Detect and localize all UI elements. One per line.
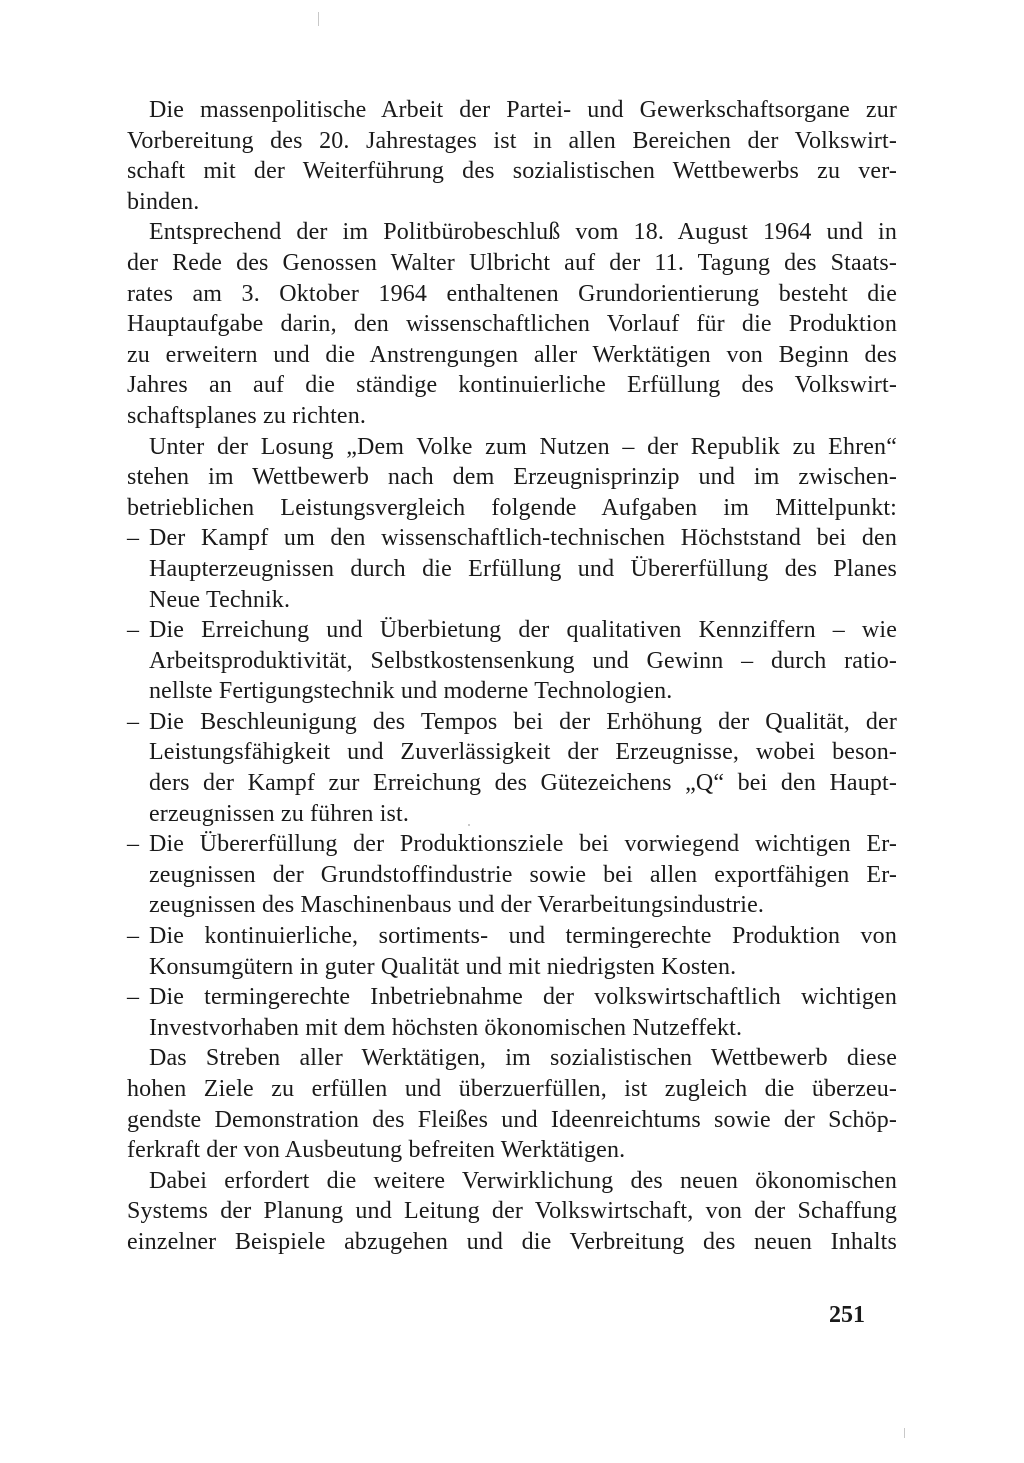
bullet-item [127, 921, 897, 982]
paragraph [127, 217, 897, 431]
paragraph [127, 95, 897, 217]
text-line: Die massenpolitische Arbeit der Partei- und Gewerkschaftsorgane zur [149, 97, 897, 123]
text-line: Unter der Losung „Dem Volke zum Nutzen – der Republik zu Ehren“ [149, 433, 897, 460]
paragraph [127, 1043, 897, 1165]
bullet-dash: – [127, 831, 140, 858]
text-line: nellste Fertigungstechnik und moderne Technologien. [149, 678, 673, 705]
text-line: Die kontinuierliche, sortiments- und termingerechte Produktion von [149, 923, 897, 950]
bullet-dash: – [127, 708, 140, 735]
bullet-item [127, 982, 897, 1043]
scan-artifact [904, 1428, 905, 1438]
text-line: stehen im Wettbewerb nach dem Erzeugnisprinzip und im zwischen- [127, 464, 897, 491]
text-line: betrieblichen Leistungsvergleich folgende Aufgaben im Mittelpunkt: [127, 494, 897, 521]
bullet-dash: – [127, 984, 140, 1011]
text-line: Dabei erfordert die weitere Verwirklichung des neuen ökonomischen [149, 1167, 897, 1194]
text-line: Die Erreichung und Überbietung der qualitativen Kennziffern – wie [149, 617, 897, 644]
text-line: zu erweitern und die Anstrengungen aller Werktätigen von Beginn des [127, 341, 897, 368]
text-line: Hauptaufgabe darin, den wissenschaftlichen Vorlauf für die Produktion [127, 311, 897, 338]
bullet-dash: – [127, 617, 140, 644]
text-line: binden. [127, 188, 200, 215]
text-line: Neue Technik. [149, 586, 291, 613]
text-line: Die Übererfüllung der Produktionsziele bei vorwiegend wichtigen Er- [149, 831, 897, 858]
bullet-dash: – [127, 923, 140, 950]
text-line: hohen Ziele zu erfüllen und überzuerfüllen, ist zugleich die überzeu- [127, 1076, 897, 1102]
bullet-item [127, 829, 897, 921]
paragraph [127, 432, 897, 524]
text-line: Die termingerechte Inbetriebnahme der volkswirtschaftlich wichtigen [149, 984, 897, 1011]
body-text [127, 95, 897, 1258]
text-line: zeugnissen des Maschinenbaus und der Verarbeitungsindustrie. [149, 892, 765, 919]
text-line: rates am 3. Oktober 1964 enthaltenen Grundorientierung besteht die [127, 280, 897, 307]
text-line: Haupterzeugnissen durch die Erfüllung und Übererfüllung des Planes [149, 555, 897, 582]
text-line: gendste Demonstration des Fleißes und Ideenreichtums sowie der Schöp- [127, 1106, 897, 1133]
text-line: Investvorhaben mit dem höchsten ökonomischen Nutzeffekt. [149, 1014, 743, 1041]
text-line: Das Streben aller Werktätigen, im sozialistischen Wettbewerb diese [149, 1045, 897, 1072]
text-line: Der Kampf um den wissenschaftlich-technischen Höchststand bei den [149, 525, 897, 552]
page-number: 251 [829, 1302, 865, 1328]
bullet-item [127, 523, 897, 615]
bullet-item [127, 615, 897, 707]
text-line: Konsumgütern in guter Qualität und mit niedrigsten Kosten. [149, 953, 737, 980]
text-line: schaftsplanes zu richten. [127, 402, 366, 429]
scan-artifact [318, 12, 319, 26]
text-line: einzelner Beispiele abzugehen und die Verbreitung des neuen Inhalts [127, 1228, 897, 1255]
text-line: schaft mit der Weiterführung des sozialistischen Wettbewerbs zu ver- [127, 158, 897, 185]
bullet-dash: – [127, 525, 140, 552]
text-line: der Rede des Genossen Walter Ulbricht auf der 11. Tagung des Staats- [127, 249, 897, 276]
text-line: Entsprechend der im Politbürobeschluß vom 18. August 1964 und in [149, 219, 897, 246]
text-line: zeugnissen der Grundstoffindustrie sowie bei allen exportfähigen Er- [149, 861, 897, 888]
bullet-item [127, 707, 897, 829]
text-line: Arbeitsproduktivität, Selbstkostensenkung und Gewinn – durch ratio- [149, 647, 897, 674]
text-line: Leistungsfähigkeit und Zuverlässigkeit der Erzeugnisse, wobei beson- [149, 739, 897, 766]
text-line: Jahres an auf die ständige kontinuierliche Erfüllung des Volkswirt- [127, 372, 897, 399]
text-line: Systems der Planung und Leitung der Volkswirtschaft, von der Schaffung [127, 1198, 897, 1225]
text-line: ders der Kampf zur Erreichung des Gütezeichens „Q“ bei den Haupt- [149, 770, 897, 797]
text-line: Die Beschleunigung des Tempos bei der Erhöhung der Qualität, der [149, 708, 897, 735]
paragraph [127, 1166, 897, 1258]
text-line: erzeugnissen zu führen ist. [149, 800, 409, 827]
text-line: ferkraft der von Ausbeutung befreiten Werktätigen. [127, 1137, 626, 1164]
text-line: Vorbereitung des 20. Jahrestages ist in allen Bereichen der Volkswirt- [127, 127, 897, 154]
